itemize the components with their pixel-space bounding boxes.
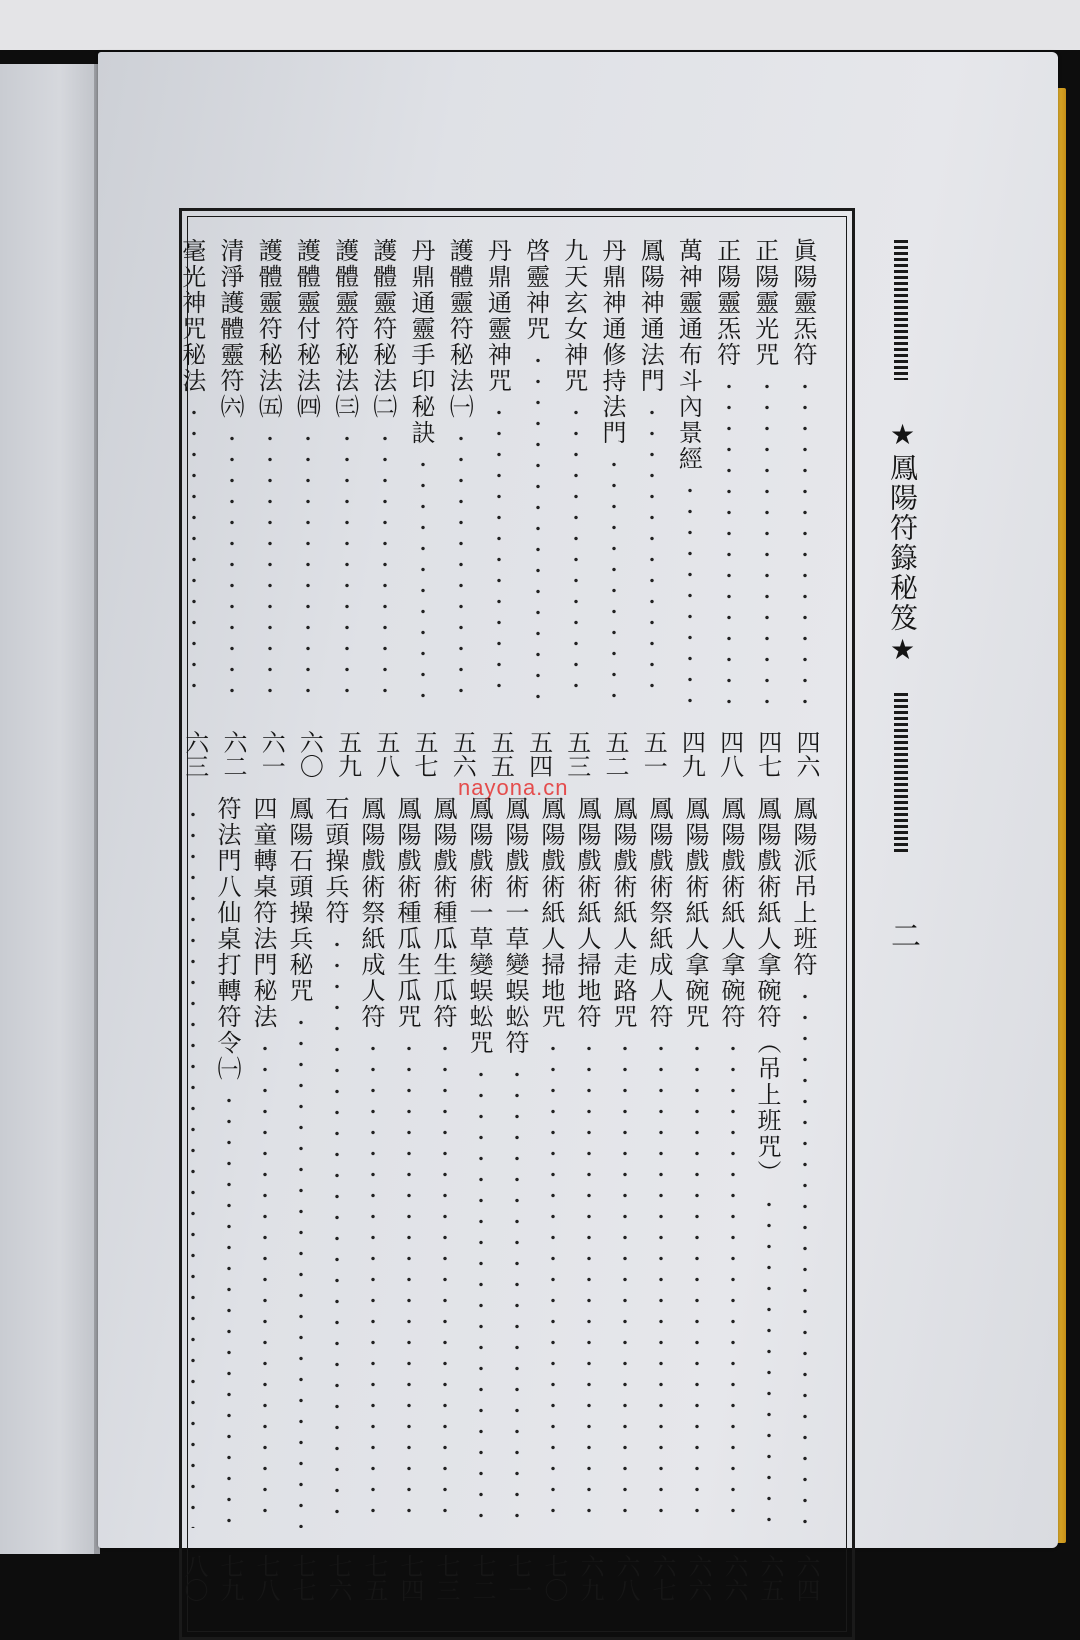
- book-page: [98, 52, 1058, 1602]
- toc-entry-title: 毫光神咒秘法: [177, 238, 206, 394]
- toc-entry-title: 鳳陽戲術紙人拿碗符: [717, 796, 745, 1030]
- facing-page-edge: [0, 64, 100, 1554]
- book-title: ★鳳陽符籙秘笈★: [886, 418, 919, 668]
- toc-entry: [175, 238, 215, 778]
- watermark: nayona.cn: [458, 775, 569, 800]
- toc-entry-page: 七六: [324, 1554, 352, 1602]
- toc-entry-title: 護體靈符秘法㈡: [368, 238, 397, 420]
- toc-entry-page: 七七: [288, 1554, 316, 1602]
- toc-entry-page: 六三: [180, 730, 209, 778]
- toc-entry-page: 七一: [504, 1554, 532, 1602]
- toc-dot-leader: [730, 1038, 736, 1528]
- toc-dot-leader: [458, 428, 464, 704]
- toc-entry: [442, 238, 482, 778]
- toc-entry-title: 鳳陽戲術種瓜生瓜咒: [393, 796, 421, 1030]
- toc-dot-leader: [191, 402, 197, 704]
- toc-dot-leader: [420, 454, 426, 704]
- toc-entry: [462, 796, 502, 1602]
- toc-entry-page: 六九: [576, 1554, 604, 1602]
- toc-dot-leader: [622, 1038, 628, 1528]
- toc-dot-leader: [496, 402, 502, 704]
- toc-entry-page: 四八: [715, 730, 744, 778]
- toc-entry: [251, 238, 291, 778]
- toc-entry-title: 眞陽靈炁符: [789, 238, 817, 368]
- toc-entry: [282, 796, 322, 1602]
- toc-entry-title: 護體靈符秘法㈠: [445, 238, 474, 420]
- toc-entry-page: 七五: [360, 1554, 388, 1602]
- toc-entry-page: 五四: [524, 730, 553, 778]
- toc-entry-page: 六四: [792, 1554, 820, 1602]
- toc-entry-page: 七八: [252, 1554, 280, 1602]
- toc-entry-page: 七〇: [540, 1554, 568, 1602]
- toc-entry-title: 鳳陽戲術紙人掃地符: [573, 796, 601, 1030]
- toc-entry-page: 五三: [562, 730, 591, 778]
- toc-dot-leader: [726, 376, 732, 704]
- ornament-chain-top: [894, 240, 908, 380]
- toc-dot-leader: [586, 1038, 592, 1528]
- toc-entry: [633, 238, 673, 778]
- toc-entry-title: 正陽靈光咒: [750, 238, 779, 368]
- toc-entry-title: 護體靈付秘法㈣: [292, 238, 321, 420]
- toc-entry-title: 啓靈神咒: [521, 238, 550, 342]
- running-head: [882, 240, 922, 860]
- toc-entry-page: 六八: [612, 1554, 640, 1602]
- toc-entry-title: 符法門八仙桌打轉符令㈠: [213, 796, 241, 1082]
- toc-dot-leader: [370, 1038, 376, 1528]
- toc-entry-title: 丹鼎神通修持法門: [598, 238, 626, 446]
- toc-dot-leader: [190, 804, 196, 1528]
- toc-dot-leader: [611, 454, 617, 704]
- toc-entry-title: 鳳陽戲術一草變蜈蚣咒: [465, 796, 493, 1056]
- toc-entry-title: 九天玄女神咒: [559, 238, 588, 394]
- toc-entry: [480, 238, 520, 778]
- toc-entry: [595, 238, 635, 778]
- toc-entry: [748, 238, 788, 778]
- toc-entry: [328, 238, 368, 778]
- toc-entry-page: 五五: [486, 730, 515, 778]
- toc-entry-page: 五六: [448, 730, 477, 778]
- toc-entry-page: 六〇: [295, 730, 324, 778]
- toc-entry: [289, 238, 329, 778]
- toc-entry: [498, 796, 538, 1602]
- toc-entry-page: 五一: [639, 730, 668, 778]
- toc-entry-page: 六一: [257, 730, 286, 778]
- toc-entry: [213, 238, 253, 778]
- page-number: 二: [885, 920, 920, 950]
- toc-dot-leader: [802, 986, 808, 1528]
- toc-dot-leader: [262, 1038, 268, 1528]
- toc-entry-title: 四童轉桌符法門秘法: [249, 796, 277, 1030]
- toc-entry-title: 鳳陽派吊上班符: [789, 796, 817, 978]
- toc-dot-leader: [382, 428, 388, 704]
- toc-dot-leader: [478, 1064, 484, 1528]
- toc-entry: [519, 238, 559, 778]
- toc-entry-title: 鳳陽戲術祭紙成人符: [645, 796, 673, 1030]
- toc-dot-leader: [550, 1038, 556, 1528]
- toc-entry-title: 鳳陽戲術種瓜生瓜符: [429, 796, 457, 1030]
- toc-dot-leader: [658, 1038, 664, 1528]
- toc-entry: [606, 796, 646, 1602]
- toc-entry-page: 八〇: [180, 1554, 208, 1602]
- toc-entry: [366, 238, 406, 778]
- toc-dot-leader: [226, 1090, 232, 1528]
- toc-dot-leader: [535, 350, 541, 704]
- toc-entry-title: 鳳陽戲術紙人掃地咒: [537, 796, 565, 1030]
- ornament-chain-bottom: [894, 693, 908, 853]
- toc-entry: [642, 796, 682, 1602]
- toc-entry: [710, 238, 750, 778]
- toc-dot-leader: [802, 376, 808, 704]
- toc-dot-leader: [764, 376, 770, 704]
- toc-entry: [786, 796, 826, 1602]
- toc-entry: [246, 796, 286, 1602]
- toc-dot-leader: [406, 1038, 412, 1528]
- toc-entry-title: 萬神靈通布斗內景經: [674, 238, 703, 472]
- toc-entry-title: 清淨護體靈符㈥: [216, 238, 244, 420]
- toc-dot-leader: [442, 1038, 448, 1528]
- toc-dot-leader: [298, 1012, 304, 1528]
- toc-entry: [714, 796, 754, 1602]
- toc-entry-page: 六六: [720, 1554, 748, 1602]
- toc-entry-page: 四六: [792, 730, 820, 778]
- toc-entry: [174, 796, 214, 1602]
- toc-entry: [786, 238, 826, 778]
- toc-dot-leader: [649, 402, 655, 704]
- toc-dot-leader: [514, 1064, 520, 1528]
- toc-entry-title: 鳳陽戲術紙人拿碗符（吊上班咒）: [753, 796, 781, 1186]
- toc-entry-title: 鳳陽戲術祭紙成人符: [357, 796, 385, 1030]
- toc-entry-page: 七二: [468, 1554, 496, 1602]
- toc-entry-page: 四九: [677, 730, 706, 778]
- toc-entry-title: 鳳陽戲術紙人走路咒: [609, 796, 637, 1030]
- toc-entry: [426, 796, 466, 1602]
- toc-entry-title: 護體靈符秘法㈤: [254, 238, 283, 420]
- toc-entry: [318, 796, 358, 1602]
- toc-entry-title: 正陽靈炁符: [712, 238, 741, 368]
- toc-entry-title: 丹鼎通靈手印秘訣: [407, 238, 435, 446]
- toc-entry-title: 鳳陽戲術紙人拿碗咒: [681, 796, 709, 1030]
- toc-dot-leader: [229, 428, 235, 704]
- toc-entry: [671, 238, 711, 778]
- toc-entry-title: 丹鼎通靈神咒: [483, 238, 512, 394]
- toc-entry-page: 五二: [601, 730, 629, 778]
- toc-entry-page: 五八: [371, 730, 400, 778]
- toc-dot-leader: [573, 402, 579, 704]
- toc-entry-title: 鳳陽戲術一草變蜈蚣符: [501, 796, 529, 1056]
- toc-entry-page: 六二: [219, 730, 247, 778]
- toc-entry-page: 七三: [432, 1554, 460, 1602]
- toc-entry-page: 五七: [410, 730, 438, 778]
- toc-entry-page: 七九: [216, 1554, 244, 1602]
- toc-entry-title: 護體靈符秘法㈢: [330, 238, 359, 420]
- toc-entry: [390, 796, 430, 1602]
- toc-entry: [750, 796, 790, 1602]
- toc-entry-page: 四七: [753, 730, 782, 778]
- toc-entry: [570, 796, 610, 1602]
- toc-entry: [557, 238, 597, 778]
- toc-entry-page: 六六: [684, 1554, 712, 1602]
- toc-dot-leader: [334, 934, 340, 1528]
- toc-dot-leader: [305, 428, 311, 704]
- toc-entry-page: 六七: [648, 1554, 676, 1602]
- toc-entry: [210, 796, 250, 1602]
- toc-entry-title: 石頭操兵符: [321, 796, 349, 926]
- toc-entry-page: 五九: [333, 730, 362, 778]
- top-background-strip: [0, 0, 1080, 50]
- toc-entry: [678, 796, 718, 1602]
- toc-entry-page: 六五: [756, 1554, 784, 1602]
- toc-dot-leader: [766, 1194, 772, 1528]
- toc-entry: [404, 238, 444, 778]
- toc-dot-leader: [344, 428, 350, 704]
- toc-entry: [354, 796, 394, 1602]
- toc-entry-title: 鳳陽神通法門: [636, 238, 665, 394]
- toc-entry-page: 七四: [396, 1554, 424, 1602]
- toc-dot-leader: [694, 1038, 700, 1528]
- toc-dot-leader: [267, 428, 273, 704]
- toc-dot-leader: [687, 480, 693, 704]
- toc-entry-title: 鳳陽石頭操兵秘咒: [285, 796, 313, 1004]
- toc-entry: [534, 796, 574, 1602]
